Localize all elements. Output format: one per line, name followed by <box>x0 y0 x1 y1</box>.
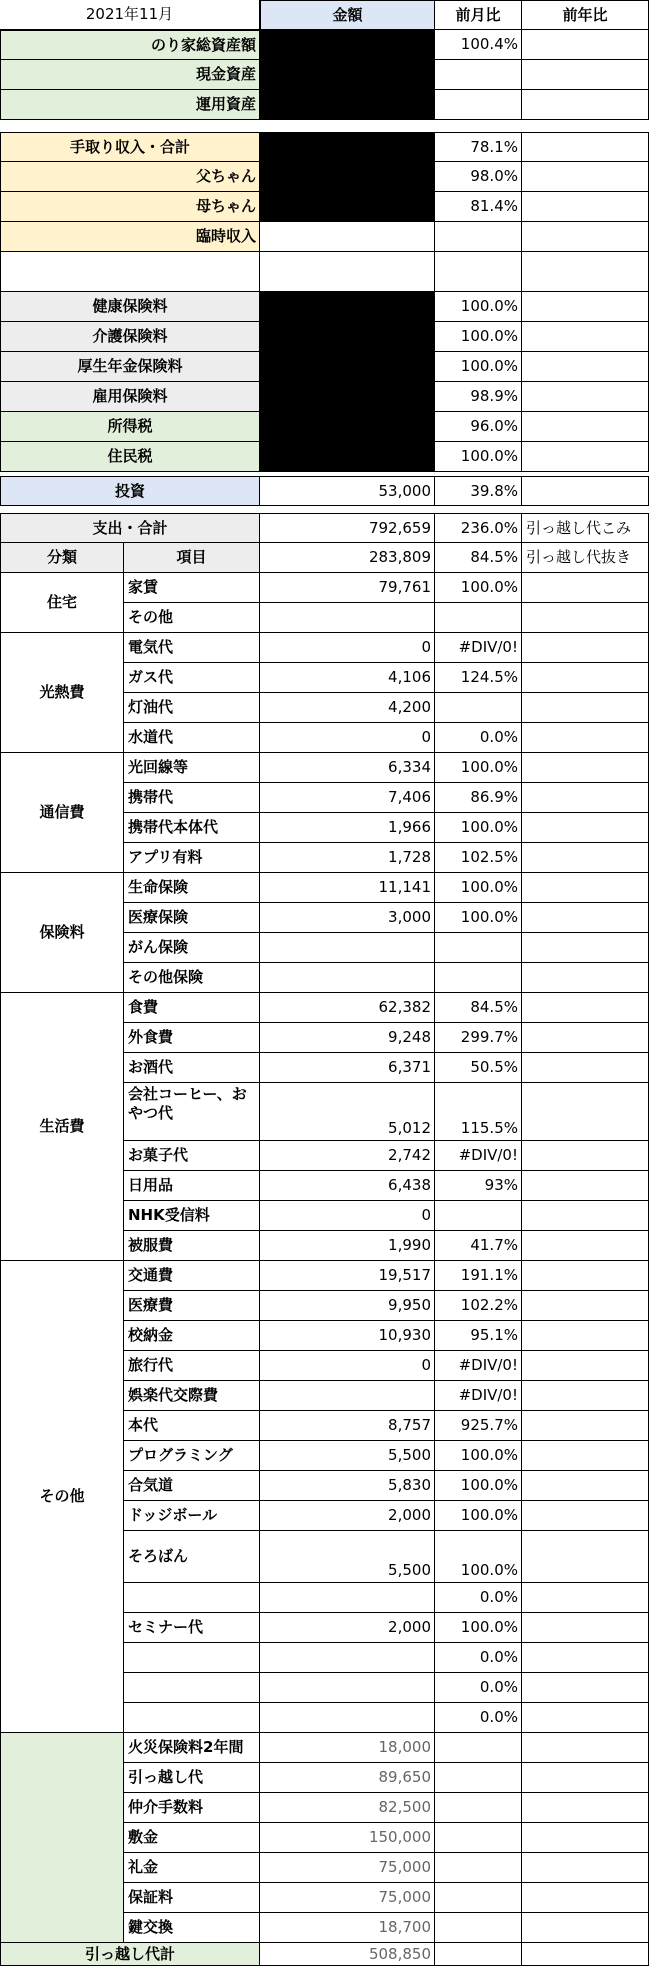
deduction-label: 所得税 <box>0 412 260 442</box>
item-amount: 4,200 <box>260 693 435 723</box>
item-label: その他保険 <box>124 963 260 993</box>
deduction-yoy <box>522 442 649 472</box>
item-label: 被服費 <box>124 1231 260 1261</box>
income-mother-amount-redacted <box>260 192 435 222</box>
income-mother-yoy <box>522 192 649 222</box>
date-label: 2021年11月 <box>0 0 260 30</box>
item-amount <box>260 1381 435 1411</box>
income-father-amount-redacted <box>260 162 435 192</box>
item-amount <box>260 1673 435 1703</box>
item-yoy <box>522 1613 649 1643</box>
moving-item-yoy <box>522 1883 649 1913</box>
item-label: 交通費 <box>124 1261 260 1291</box>
item-mom: #DIV/0! <box>435 1141 522 1171</box>
item-amount <box>260 1583 435 1613</box>
item-mom: 86.9% <box>435 783 522 813</box>
category-other: その他 <box>0 1261 124 1733</box>
moving-item-amount: 150,000 <box>260 1823 435 1853</box>
deduction-mom: 100.0% <box>435 292 522 322</box>
item-label: 家賃 <box>124 573 260 603</box>
item-yoy <box>522 603 649 633</box>
deduction-yoy <box>522 412 649 442</box>
item-amount: 6,334 <box>260 753 435 783</box>
expense-subtotal-mom: 84.5% <box>435 543 522 573</box>
item-header: 項目 <box>124 543 260 573</box>
item-yoy <box>522 1381 649 1411</box>
item-label: 合気道 <box>124 1471 260 1501</box>
moving-item-amount: 75,000 <box>260 1883 435 1913</box>
item-label: その他 <box>124 603 260 633</box>
item-label: お菓子代 <box>124 1141 260 1171</box>
item-mom: 100.0% <box>435 573 522 603</box>
spacer-row <box>0 252 260 292</box>
item-yoy <box>522 633 649 663</box>
item-label: 日用品 <box>124 1171 260 1201</box>
item-label: 校納金 <box>124 1321 260 1351</box>
item-mom: 100.0% <box>435 1471 522 1501</box>
moving-item-mom <box>435 1823 522 1853</box>
income-temp-amount <box>260 222 435 252</box>
item-yoy <box>522 1261 649 1291</box>
item-amount: 2,000 <box>260 1613 435 1643</box>
col-amount-header: 金額 <box>260 0 435 30</box>
item-amount: 4,106 <box>260 663 435 693</box>
moving-item-label: 鍵交換 <box>124 1913 260 1943</box>
investment-yoy <box>522 476 649 506</box>
item-label: 本代 <box>124 1411 260 1441</box>
item-amount <box>260 1703 435 1733</box>
item-amount: 7,406 <box>260 783 435 813</box>
item-mom: 50.5% <box>435 1053 522 1083</box>
item-mom: 102.2% <box>435 1291 522 1321</box>
moving-item-amount: 75,000 <box>260 1853 435 1883</box>
item-yoy <box>522 1501 649 1531</box>
category-header: 分類 <box>0 543 124 573</box>
item-label: アプリ有料 <box>124 843 260 873</box>
item-yoy <box>522 843 649 873</box>
item-amount: 1,990 <box>260 1231 435 1261</box>
expense-total-label: 支出・合計 <box>0 513 260 543</box>
deduction-amount-redacted <box>260 382 435 412</box>
moving-item-amount: 18,000 <box>260 1733 435 1763</box>
item-label <box>124 1583 260 1613</box>
item-mom: 95.1% <box>435 1321 522 1351</box>
total-assets-amount-redacted <box>260 30 435 60</box>
item-yoy <box>522 783 649 813</box>
moving-category-block <box>0 1733 124 1943</box>
item-amount: 0 <box>260 1201 435 1231</box>
item-yoy <box>522 1321 649 1351</box>
item-mom: 100.0% <box>435 1531 522 1583</box>
item-label: 医療保険 <box>124 903 260 933</box>
item-label <box>124 1703 260 1733</box>
moving-item-amount: 82,500 <box>260 1793 435 1823</box>
item-mom: 0.0% <box>435 723 522 753</box>
item-yoy <box>522 933 649 963</box>
investment-label: 投資 <box>0 476 260 506</box>
item-yoy <box>522 813 649 843</box>
expense-subtotal-amount: 283,809 <box>260 543 435 573</box>
item-yoy <box>522 873 649 903</box>
deduction-label: 雇用保険料 <box>0 382 260 412</box>
item-mom: 124.5% <box>435 663 522 693</box>
invest-assets-amount-redacted <box>260 90 435 120</box>
deduction-mom: 98.9% <box>435 382 522 412</box>
item-label: 携帯代 <box>124 783 260 813</box>
item-yoy <box>522 993 649 1023</box>
item-yoy <box>522 573 649 603</box>
item-mom: #DIV/0! <box>435 633 522 663</box>
moving-item-label: 引っ越し代 <box>124 1763 260 1793</box>
deduction-mom: 100.0% <box>435 322 522 352</box>
item-label: がん保険 <box>124 933 260 963</box>
item-mom: 100.0% <box>435 1501 522 1531</box>
item-amount <box>260 1643 435 1673</box>
item-mom <box>435 933 522 963</box>
item-yoy <box>522 1703 649 1733</box>
spacer-yoy <box>522 252 649 292</box>
item-amount <box>260 933 435 963</box>
item-yoy <box>522 1201 649 1231</box>
invest-assets-yoy <box>522 90 649 120</box>
item-label: お酒代 <box>124 1053 260 1083</box>
item-amount: 5,500 <box>260 1441 435 1471</box>
item-yoy <box>522 1673 649 1703</box>
deduction-yoy <box>522 352 649 382</box>
total-assets-yoy <box>522 30 649 60</box>
moving-item-yoy <box>522 1823 649 1853</box>
item-yoy <box>522 903 649 933</box>
expense-total-note: 引っ越し代こみ <box>522 513 649 543</box>
item-yoy <box>522 1471 649 1501</box>
item-label: 生命保険 <box>124 873 260 903</box>
item-label: 食費 <box>124 993 260 1023</box>
item-mom: 41.7% <box>435 1231 522 1261</box>
moving-total-amount: 508,850 <box>260 1943 435 1966</box>
investment-mom: 39.8% <box>435 476 522 506</box>
item-amount: 10,930 <box>260 1321 435 1351</box>
item-yoy <box>522 1141 649 1171</box>
deduction-amount-redacted <box>260 352 435 382</box>
item-label: 旅行代 <box>124 1351 260 1381</box>
item-amount: 2,000 <box>260 1501 435 1531</box>
item-mom: 100.0% <box>435 753 522 783</box>
income-father-label: 父ちゃん <box>0 162 260 192</box>
item-mom: #DIV/0! <box>435 1351 522 1381</box>
income-temp-mom <box>435 222 522 252</box>
item-label: 娯楽代交際費 <box>124 1381 260 1411</box>
item-yoy <box>522 1583 649 1613</box>
income-total-amount-redacted <box>260 132 435 162</box>
item-label: ガス代 <box>124 663 260 693</box>
category-living: 生活費 <box>0 993 124 1261</box>
spacer-mom <box>435 252 522 292</box>
item-amount: 0 <box>260 633 435 663</box>
income-total-yoy <box>522 132 649 162</box>
item-label: 会社コーヒー、おやつ代 <box>124 1083 260 1141</box>
item-mom: 191.1% <box>435 1261 522 1291</box>
item-label <box>124 1673 260 1703</box>
item-mom: 100.0% <box>435 1613 522 1643</box>
item-yoy <box>522 1531 649 1583</box>
item-amount: 62,382 <box>260 993 435 1023</box>
deduction-amount-redacted <box>260 412 435 442</box>
deduction-yoy <box>522 382 649 412</box>
income-total-label: 手取り収入・合計 <box>0 132 260 162</box>
item-mom: 0.0% <box>435 1583 522 1613</box>
item-label: 光回線等 <box>124 753 260 783</box>
income-temp-label: 臨時収入 <box>0 222 260 252</box>
item-yoy <box>522 1441 649 1471</box>
item-yoy <box>522 1351 649 1381</box>
moving-item-yoy <box>522 1763 649 1793</box>
item-amount: 9,248 <box>260 1023 435 1053</box>
item-label: 灯油代 <box>124 693 260 723</box>
item-yoy <box>522 1411 649 1441</box>
moving-total-yoy <box>522 1943 649 1966</box>
item-label: 電気代 <box>124 633 260 663</box>
income-temp-yoy <box>522 222 649 252</box>
item-yoy <box>522 1231 649 1261</box>
deduction-amount-redacted <box>260 292 435 322</box>
item-amount: 11,141 <box>260 873 435 903</box>
item-yoy <box>522 1171 649 1201</box>
total-assets-label: のり家総資産額 <box>0 30 260 60</box>
category-insurance: 保険料 <box>0 873 124 993</box>
moving-item-amount: 18,700 <box>260 1913 435 1943</box>
moving-item-mom <box>435 1913 522 1943</box>
moving-item-mom <box>435 1883 522 1913</box>
moving-item-label: 仲介手数料 <box>124 1793 260 1823</box>
moving-item-label: 礼金 <box>124 1853 260 1883</box>
item-yoy <box>522 693 649 723</box>
item-mom: 925.7% <box>435 1411 522 1441</box>
cash-assets-label: 現金資産 <box>0 60 260 90</box>
item-mom <box>435 1201 522 1231</box>
category-communication: 通信費 <box>0 753 124 873</box>
col-prev-month-header: 前月比 <box>435 0 522 30</box>
moving-item-amount: 89,650 <box>260 1763 435 1793</box>
invest-assets-label: 運用資産 <box>0 90 260 120</box>
item-amount: 3,000 <box>260 903 435 933</box>
deduction-yoy <box>522 292 649 322</box>
item-label: NHK受信料 <box>124 1201 260 1231</box>
deduction-label: 介護保険料 <box>0 322 260 352</box>
moving-item-yoy <box>522 1733 649 1763</box>
deduction-yoy <box>522 322 649 352</box>
item-label: セミナー代 <box>124 1613 260 1643</box>
moving-item-label: 保証料 <box>124 1883 260 1913</box>
item-yoy <box>522 963 649 993</box>
item-mom: 0.0% <box>435 1643 522 1673</box>
item-mom: 115.5% <box>435 1083 522 1141</box>
item-mom: 100.0% <box>435 1441 522 1471</box>
moving-item-yoy <box>522 1913 649 1943</box>
expense-total-amount: 792,659 <box>260 513 435 543</box>
cash-assets-amount-redacted <box>260 60 435 90</box>
item-label <box>124 1643 260 1673</box>
deduction-label: 健康保険料 <box>0 292 260 322</box>
item-yoy <box>522 663 649 693</box>
cash-assets-yoy <box>522 60 649 90</box>
item-mom: 100.0% <box>435 903 522 933</box>
item-mom <box>435 963 522 993</box>
item-yoy <box>522 1291 649 1321</box>
item-amount: 2,742 <box>260 1141 435 1171</box>
item-amount: 19,517 <box>260 1261 435 1291</box>
income-total-mom: 78.1% <box>435 132 522 162</box>
expense-total-mom: 236.0% <box>435 513 522 543</box>
item-label: 医療費 <box>124 1291 260 1321</box>
total-assets-mom: 100.4% <box>435 30 522 60</box>
item-amount <box>260 963 435 993</box>
col-prev-year-header: 前年比 <box>522 0 649 30</box>
item-yoy <box>522 1643 649 1673</box>
item-amount: 1,728 <box>260 843 435 873</box>
category-housing: 住宅 <box>0 573 124 633</box>
item-label: そろばん <box>124 1531 260 1583</box>
moving-item-label: 敷金 <box>124 1823 260 1853</box>
item-label: ドッジボール <box>124 1501 260 1531</box>
item-amount: 6,371 <box>260 1053 435 1083</box>
item-amount: 6,438 <box>260 1171 435 1201</box>
item-amount: 5,500 <box>260 1531 435 1583</box>
deduction-label: 厚生年金保険料 <box>0 352 260 382</box>
moving-item-mom <box>435 1763 522 1793</box>
category-utilities: 光熱費 <box>0 633 124 753</box>
item-label: 携帯代本体代 <box>124 813 260 843</box>
item-yoy <box>522 1083 649 1141</box>
item-mom: 100.0% <box>435 873 522 903</box>
item-mom <box>435 693 522 723</box>
item-amount: 0 <box>260 723 435 753</box>
item-yoy <box>522 753 649 783</box>
item-yoy <box>522 723 649 753</box>
investment-amount: 53,000 <box>260 476 435 506</box>
moving-item-mom <box>435 1853 522 1883</box>
deduction-mom: 100.0% <box>435 442 522 472</box>
item-amount: 79,761 <box>260 573 435 603</box>
income-mother-mom: 81.4% <box>435 192 522 222</box>
item-yoy <box>522 1053 649 1083</box>
moving-item-label: 火災保険料2年間 <box>124 1733 260 1763</box>
item-amount: 5,830 <box>260 1471 435 1501</box>
deduction-mom: 96.0% <box>435 412 522 442</box>
item-amount: 8,757 <box>260 1411 435 1441</box>
item-label: 外食費 <box>124 1023 260 1053</box>
item-amount <box>260 603 435 633</box>
item-mom: 299.7% <box>435 1023 522 1053</box>
moving-item-mom <box>435 1793 522 1823</box>
deduction-label: 住民税 <box>0 442 260 472</box>
item-mom: #DIV/0! <box>435 1381 522 1411</box>
item-amount: 9,950 <box>260 1291 435 1321</box>
moving-total-mom <box>435 1943 522 1966</box>
item-label: プログラミング <box>124 1441 260 1471</box>
deduction-mom: 100.0% <box>435 352 522 382</box>
item-amount: 5,012 <box>260 1083 435 1141</box>
item-mom <box>435 603 522 633</box>
item-amount: 0 <box>260 1351 435 1381</box>
cash-assets-mom <box>435 60 522 90</box>
expense-subtotal-note: 引っ越し代抜き <box>522 543 649 573</box>
deduction-amount-redacted <box>260 322 435 352</box>
item-label: 水道代 <box>124 723 260 753</box>
moving-item-yoy <box>522 1853 649 1883</box>
item-mom: 0.0% <box>435 1703 522 1733</box>
income-father-mom: 98.0% <box>435 162 522 192</box>
item-amount: 1,966 <box>260 813 435 843</box>
moving-item-yoy <box>522 1793 649 1823</box>
income-father-yoy <box>522 162 649 192</box>
deduction-amount-redacted <box>260 442 435 472</box>
item-mom: 84.5% <box>435 993 522 1023</box>
item-mom: 0.0% <box>435 1673 522 1703</box>
item-mom: 93% <box>435 1171 522 1201</box>
income-mother-label: 母ちゃん <box>0 192 260 222</box>
spacer-amount <box>260 252 435 292</box>
invest-assets-mom <box>435 90 522 120</box>
item-yoy <box>522 1023 649 1053</box>
item-mom: 100.0% <box>435 813 522 843</box>
moving-total-label: 引っ越し代計 <box>0 1943 260 1966</box>
item-mom: 102.5% <box>435 843 522 873</box>
moving-item-mom <box>435 1733 522 1763</box>
